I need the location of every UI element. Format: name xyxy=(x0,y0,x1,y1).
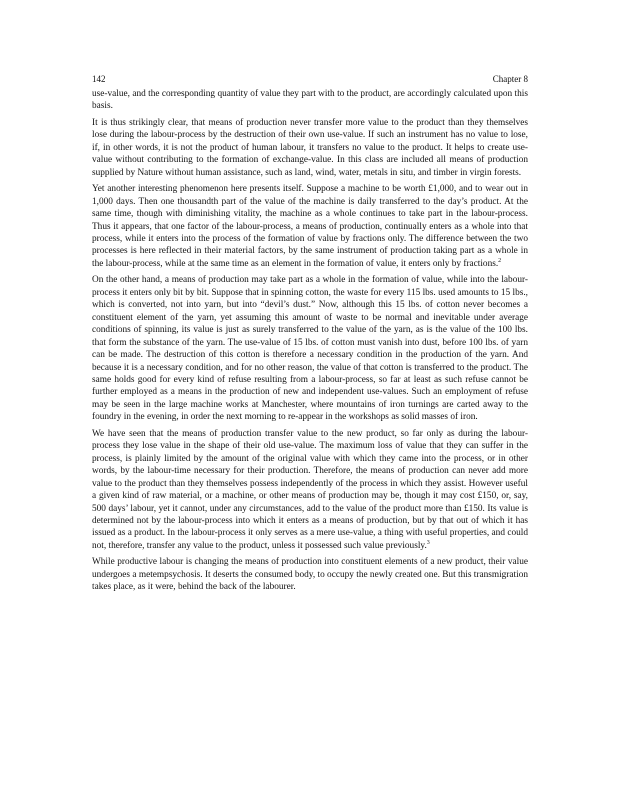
paragraph-text: It is thus strikingly clear, that means of production never transfer more value to the product than they themselves lose during the labour-process by the destruction of their own use-value. If such an instrument has no value to lose, if, in other words, it is not the product of human labour, it transfers no value to the product. It helps to create use-value without contributing to the formation of exchange-value. In this class are included all means of production supplied by Nature without human assistance, such as land, wind, water, metals in situ, and timber in virgin forests. xyxy=(92,117,528,178)
chapter-title: Chapter 8 xyxy=(492,74,528,84)
paragraph xyxy=(92,117,528,179)
page-number: 142 xyxy=(92,74,106,84)
paragraph-text: use-value, and the corresponding quantity of value they part with to the product, are accordingly calculated upon this basis. xyxy=(92,89,528,112)
document-page xyxy=(92,74,528,598)
paragraph-text: Yet another interesting phenomenon here presents itself. Suppose a machine to be worth £1,000, and to wear out in 1,000 days. Then one thousandth part of the value of the machine is daily transferred to the day’s product. At the same time, though with diminishing vitality, the machine as a whole continues to take part in the labour-process. Thus it appears, that one factor of the labour-process, a means of production, continually enters as a whole into that process, while it enters into the process of the formation of value by fractions only. The difference between the two processes is here reflected in their material factors, by the same instrument of production taking part as a whole in the labour-process, while at the same time as an element in the formation of value, it enters only by fractions. xyxy=(92,184,528,269)
paragraph-text: We have seen that the means of production transfer value to the new product, so far only as during the labour-process they lose value in the shape of their old use-value. The maximum loss of value that they can suffer in the process, is plainly limited by the amount of the original value with which they came into the process, or in other words, by the labour-time necessary for their production. Therefore, the means of production can never add more value to the product than they themselves possess independently of the process in which they assist. However useful a given kind of raw material, or a machine, or other means of production may be, though it may cost £150, or, say, 500 days’ labour, yet it cannot, under any circumstances, add to the value of the product more than £150. Its value is determined not by the labour-process into which it enters as a means of production, but by that out of which it has issued as a product. In the labour-process it only serves as a mere use-value, a thing with useful properties, and could not, therefore, transfer any value to the product, unless it possessed such value previously. xyxy=(92,428,528,551)
footnote-marker: 2 xyxy=(498,257,502,264)
paragraph xyxy=(92,428,528,553)
footnote-marker: 3 xyxy=(426,539,430,546)
paragraph xyxy=(92,274,528,423)
paragraph xyxy=(92,556,528,593)
paragraph-text: On the other hand, a means of production may take part as a whole in the formation of value, while into the labour-process it enters only bit by bit. Suppose that in spinning cotton, the waste for every 115 lbs. used amounts to 15 lbs., which is converted, not into yarn, but into “devil’s dust.” Now, although this 15 lbs. of cotton never becomes a constituent element of the yarn, yet assuming this amount of waste to be normal and inevitable under average conditions of spinning, its value is just as surely transferred to the value of the yarn, as is the value of the 100 lbs. that form the substance of the yarn. The use-value of 15 lbs. of cotton must vanish into dust, before 100 lbs. of yarn can be made. The destruction of this cotton is therefore a necessary condition in the production of the yarn. And because it is a necessary condition, and for no other reason, the value of that cotton is transferred to the product. The same holds good for every kind of refuse resulting from a labour-process, so far at least as such refuse cannot be further employed as a means in the production of new and independent use-values. Such an employment of refuse may be seen in the large machine works at Manchester, where mountains of iron turnings are carted away to the foundry in the evening, in order the next morning to re-appear in the workshops as solid masses of iron. xyxy=(92,275,528,423)
paragraph-text: While productive labour is changing the means of production into constituent elements of a new product, their value undergoes a metempsychosis. It deserts the consumed body, to occupy the newly created one. But this transmigration takes place, as it were, behind the back of the labourer. xyxy=(92,557,528,593)
paragraph xyxy=(92,88,528,113)
page-header xyxy=(92,74,528,85)
paragraph xyxy=(92,183,528,270)
